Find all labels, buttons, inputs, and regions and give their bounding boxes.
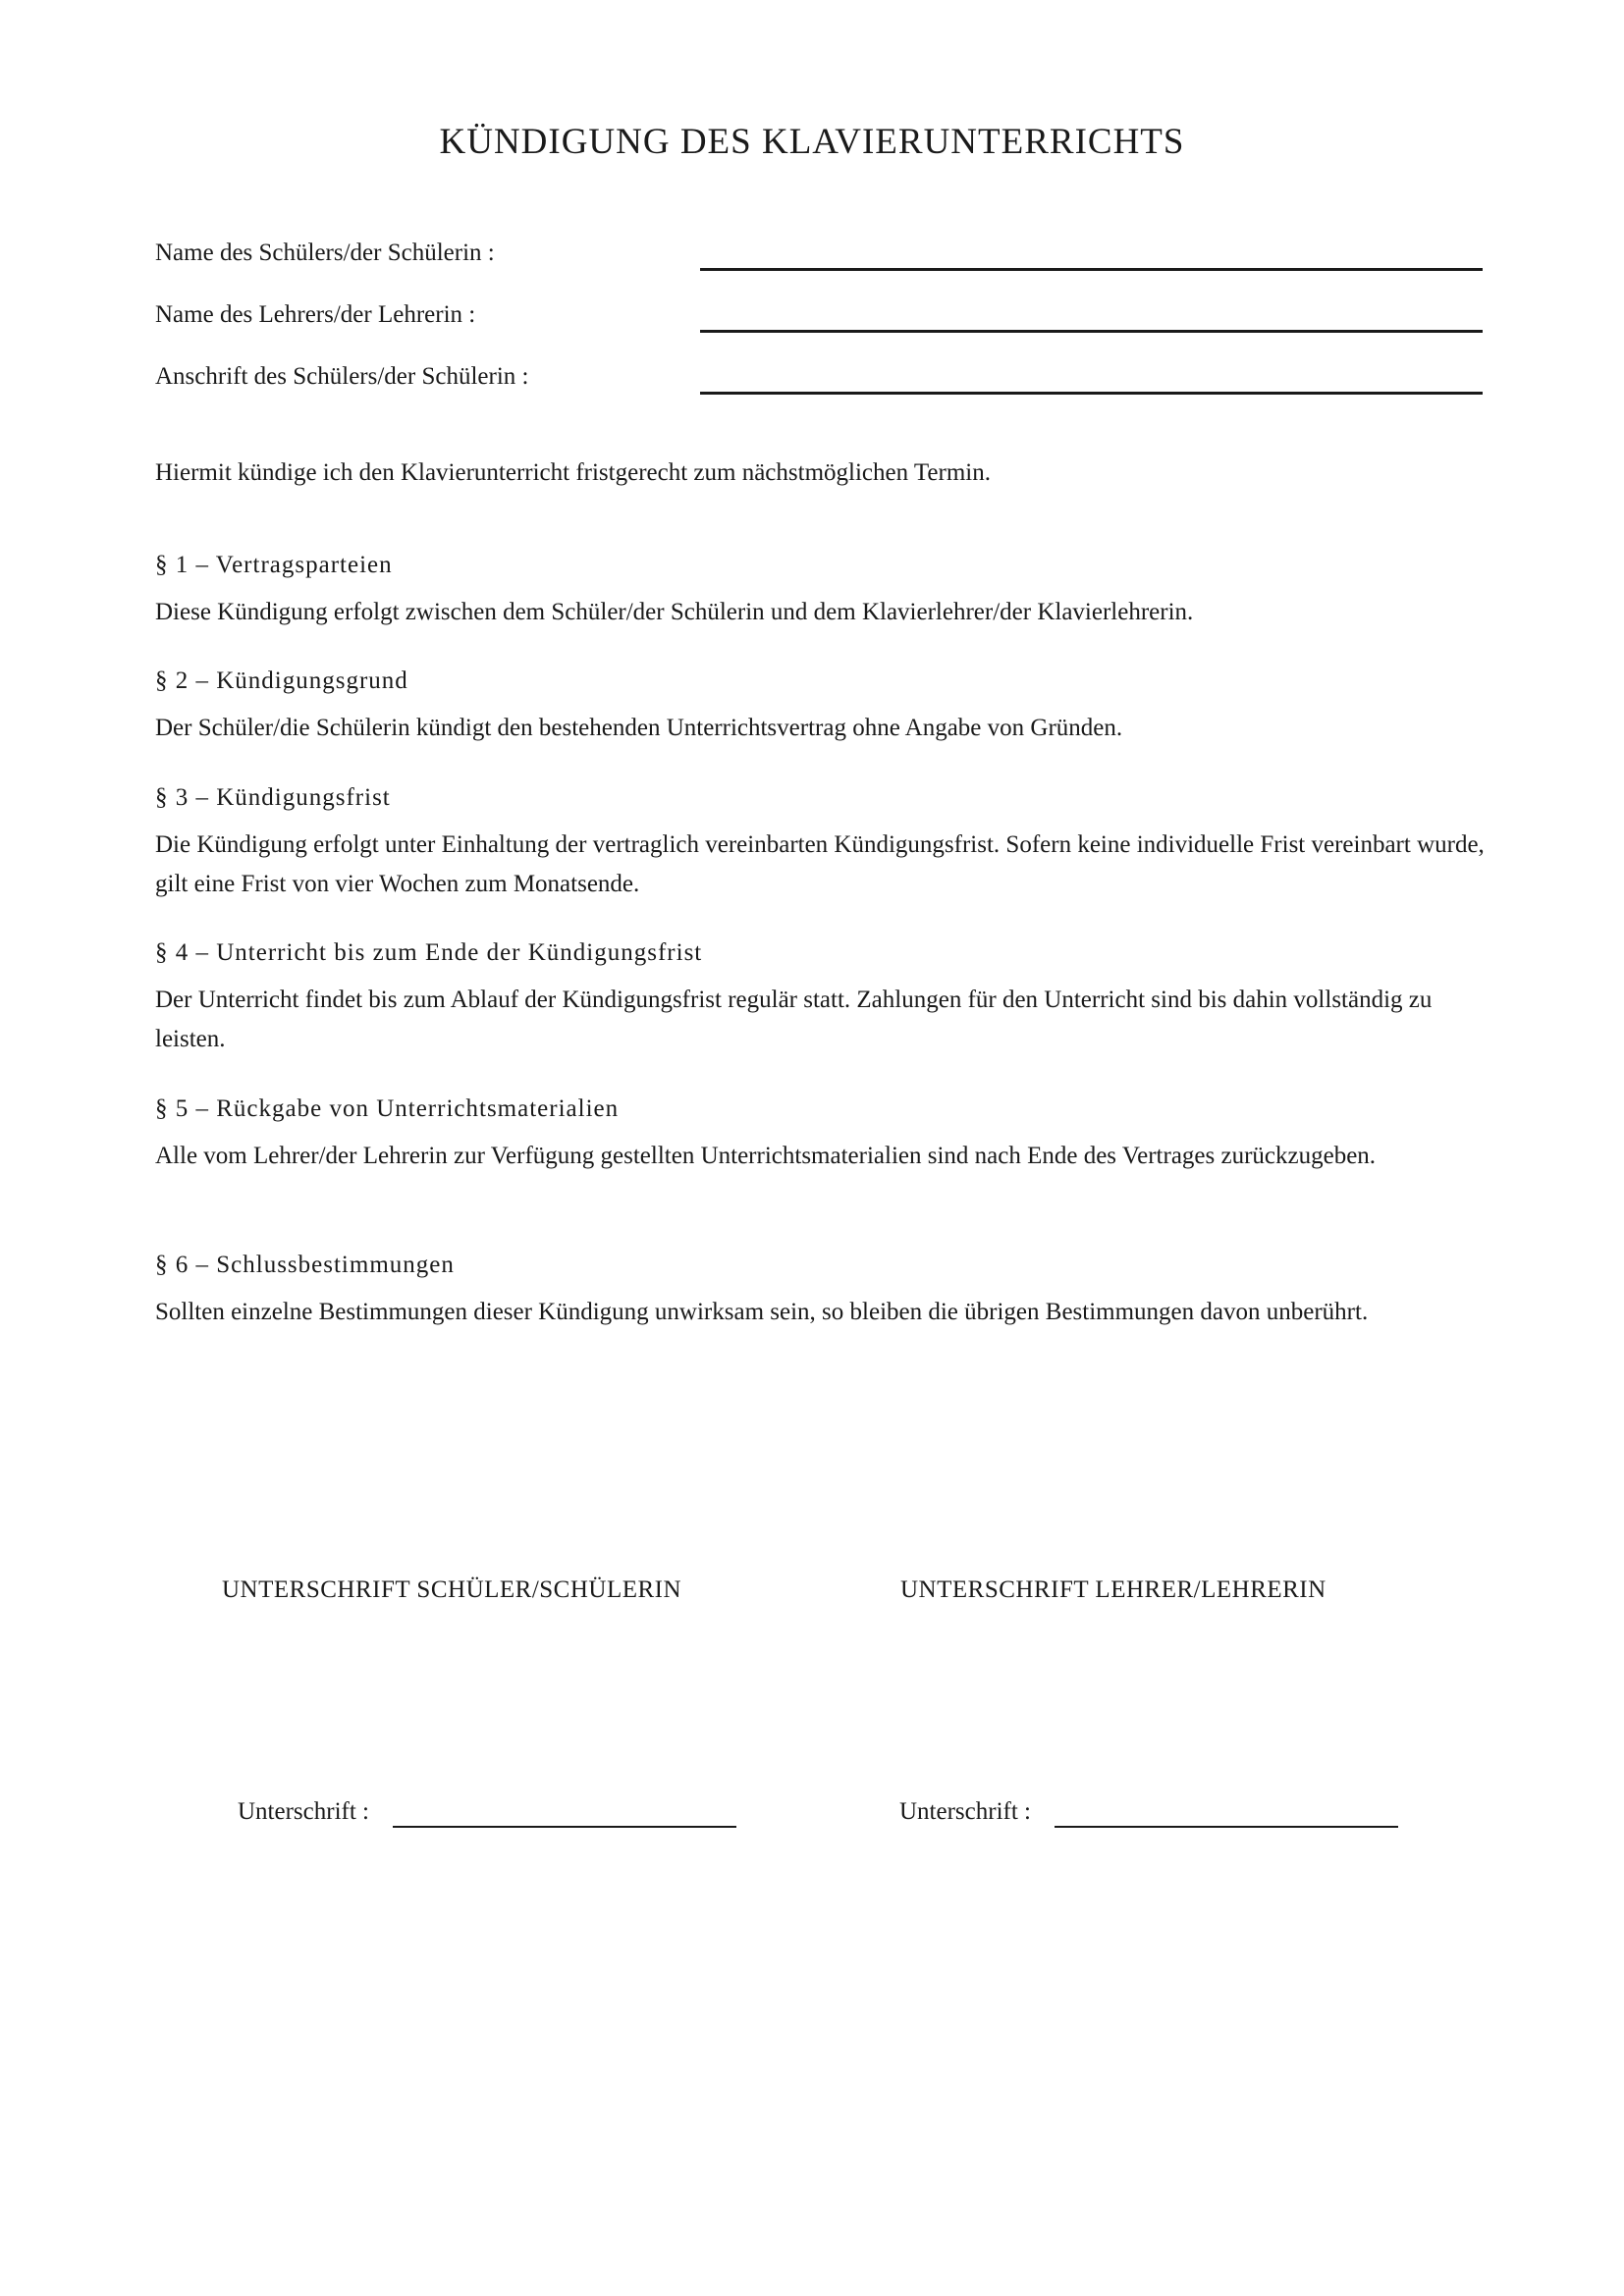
section-body: Alle vom Lehrer/der Lehrerin zur Verfügung gestellten Unterrichtsmaterialien sind nach Ende des Vertrages zurückzugeben. (155, 1143, 1377, 1169)
section-body: Der Schüler/die Schülerin kündigt den bestehenden Unterrichtsvertrag ohne Angabe von Gründen. (155, 715, 1123, 741)
section-2 (155, 664, 1490, 748)
section-heading: § 5 – Rückgabe von Unterrichtsmaterialien (155, 1095, 620, 1122)
section-heading: § 1 – Vertragsparteien (155, 552, 393, 578)
section-body: Die Kündigung erfolgt unter Einhaltung der vertraglich vereinbarten Kündigungsfrist. Sofern keine individuelle Frist vereinbart wurde, gilt eine Frist von vier Wochen zum Monatsende. (155, 831, 1485, 897)
teacher-signature-line[interactable] (1055, 1826, 1398, 1828)
intro-statement: Hiermit kündige ich den Klavierunterricht fristgerecht zum nächstmöglichen Termin. (155, 459, 991, 486)
student-address-field[interactable] (700, 392, 1483, 395)
section-3 (155, 780, 1490, 904)
student-address-label: Anschrift des Schülers/der Schülerin : (155, 363, 529, 390)
section-heading: § 2 – Kündigungsgrund (155, 667, 408, 694)
student-address-row (155, 359, 1481, 399)
section-heading: § 4 – Unterricht bis zum Ende der Kündigungsfrist (155, 939, 703, 966)
section-body: Diese Kündigung erfolgt zwischen dem Schüler/der Schülerin und dem Klavierlehrer/der Klavierlehrerin. (155, 599, 1194, 625)
page-title: KÜNDIGUNG DES KLAVIERUNTERRICHTS (439, 122, 1185, 162)
student-name-row (155, 236, 1481, 275)
section-heading: § 3 – Kündigungsfrist (155, 784, 391, 811)
section-body: Der Unterricht findet bis zum Ablauf der Kündigungsfrist regulär statt. Zahlungen für den Unterricht sind bis dahin vollständig zu leisten. (155, 987, 1433, 1052)
teacher-signature-label: Unterschrift : (899, 1798, 1031, 1825)
section-4 (155, 935, 1490, 1059)
teacher-signature-row (899, 1794, 1400, 1834)
student-signature-title: UNTERSCHRIFT SCHÜLER/SCHÜLERIN (222, 1576, 682, 1603)
section-body: Sollten einzelne Bestimmungen dieser Kündigung unwirksam sein, so bleiben die übrigen Bestimmungen davon unberührt. (155, 1299, 1369, 1325)
student-name-field[interactable] (700, 268, 1483, 271)
student-name-label: Name des Schülers/der Schülerin : (155, 240, 495, 266)
student-signature-line[interactable] (393, 1826, 736, 1828)
student-signature-label: Unterschrift : (238, 1798, 369, 1825)
section-heading: § 6 – Schlussbestimmungen (155, 1252, 455, 1278)
teacher-name-field[interactable] (700, 330, 1483, 333)
section-1 (155, 548, 1490, 632)
section-6 (155, 1248, 1490, 1332)
section-5 (155, 1092, 1490, 1176)
teacher-name-row (155, 297, 1481, 337)
student-signature-row (238, 1794, 738, 1834)
teacher-signature-title: UNTERSCHRIFT LEHRER/LEHRERIN (900, 1576, 1326, 1603)
teacher-name-label: Name des Lehrers/der Lehrerin : (155, 301, 476, 328)
